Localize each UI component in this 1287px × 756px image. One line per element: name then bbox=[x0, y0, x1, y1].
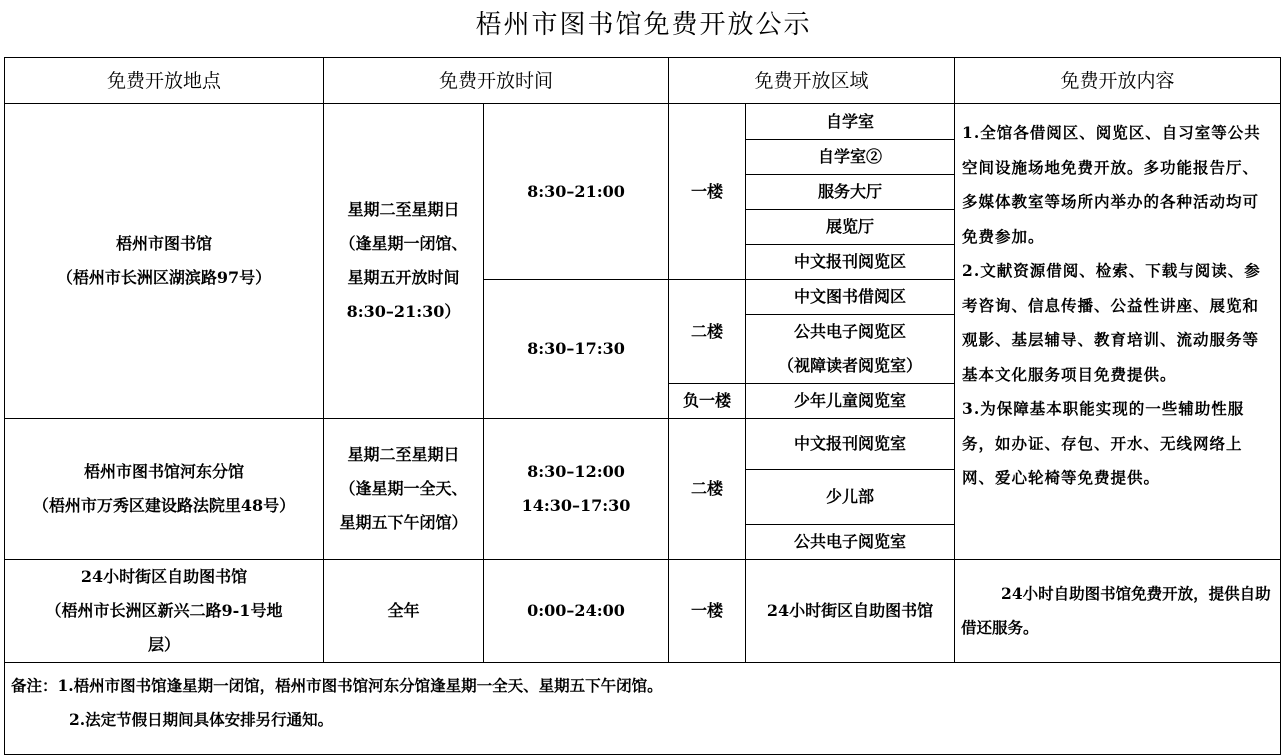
room: 24小时街区自助图书馆 bbox=[746, 560, 955, 663]
main-library-floor-2: 二楼 bbox=[669, 280, 746, 384]
hedong-floor: 二楼 bbox=[669, 419, 746, 560]
room: 自学室 bbox=[746, 104, 955, 140]
main-library-time-1: 8:30–21:00 bbox=[484, 104, 669, 280]
main-library-time-2: 8:30–17:30 bbox=[484, 280, 669, 419]
open-schedule-table bbox=[4, 57, 1281, 755]
page-title: 梧州市图书馆免费开放公示 bbox=[475, 10, 812, 40]
header-row bbox=[5, 58, 1281, 104]
days-line: （逢星期一全天、 bbox=[339, 479, 468, 498]
days-line: 8:30–21:30） bbox=[346, 302, 461, 321]
header-content: 免费开放内容 bbox=[955, 58, 1281, 104]
time-line: 8:30–12:00 bbox=[527, 462, 625, 481]
self-service-content-text: 24小时自助图书馆免费开放，提供自助借还服务。 bbox=[961, 584, 1271, 637]
free-content bbox=[955, 104, 1281, 560]
room bbox=[746, 315, 955, 384]
header-time: 免费开放时间 bbox=[324, 58, 669, 104]
header-area: 免费开放区域 bbox=[669, 58, 955, 104]
self-service-content bbox=[955, 560, 1281, 663]
main-library-floor-b1: 负一楼 bbox=[669, 384, 746, 419]
room-line: （视障读者阅览室） bbox=[778, 356, 923, 375]
room: 少年儿童阅览室 bbox=[746, 384, 955, 419]
room: 中文报刊阅览室 bbox=[746, 419, 955, 470]
days-line: 星期五开放时间 bbox=[347, 268, 460, 287]
self-service-address: （梧州市长洲区新兴二路9-1号地 bbox=[45, 601, 283, 620]
notes bbox=[5, 663, 1281, 755]
room: 服务大厅 bbox=[746, 175, 955, 210]
content-item: 1.全馆各借阅区、阅览区、自习室等公共空间设施场地免费开放。多功能报告厅、多媒体教室等场所内举办的各种活动均可免费参加。 bbox=[962, 123, 1261, 246]
self-service-name: 24小时街区自助图书馆 bbox=[80, 567, 248, 586]
days-line: 星期二至星期日 bbox=[347, 200, 460, 219]
self-service-location bbox=[5, 560, 324, 663]
main-library-name: 梧州市图书馆 bbox=[115, 234, 212, 253]
hedong-name: 梧州市图书馆河东分馆 bbox=[83, 462, 244, 481]
room: 公共电子阅览室 bbox=[746, 525, 955, 560]
self-service-address: 层） bbox=[147, 635, 180, 654]
hedong-location bbox=[5, 419, 324, 560]
note-line: 2.法定节假日期间具体安排另行通知。 bbox=[69, 710, 334, 729]
room: 自学室② bbox=[746, 140, 955, 175]
self-service-time: 0:00–24:00 bbox=[484, 560, 669, 663]
days-line: 星期二至星期日 bbox=[347, 445, 460, 464]
content-item: 3.为保障基本职能实现的一些辅助性服务，如办证、存包、开水、无线网络上网、爱心轮椅等免费提供。 bbox=[962, 399, 1245, 487]
main-library-floor-1: 一楼 bbox=[669, 104, 746, 280]
note-line: 备注：1.梧州市图书馆逢星期一闭馆，梧州市图书馆河东分馆逢星期一全天、星期五下午闭馆。 bbox=[11, 676, 663, 695]
content-item: 2.文献资源借阅、检索、下载与阅读、参考咨询、信息传播、公益性讲座、展览和观影、基层辅导、教育培训、流动服务等基本文化服务项目免费提供。 bbox=[962, 261, 1261, 384]
main-library-days bbox=[324, 104, 484, 419]
main-library-address: （梧州市长洲区湖滨路97号） bbox=[56, 268, 272, 287]
room: 展览厅 bbox=[746, 210, 955, 245]
hedong-times bbox=[484, 419, 669, 560]
room: 中文图书借阅区 bbox=[746, 280, 955, 315]
days-line: 星期五下午闭馆） bbox=[339, 513, 468, 532]
header-location: 免费开放地点 bbox=[5, 58, 324, 104]
days-line: （逢星期一闭馆、 bbox=[339, 234, 468, 253]
self-service-floor: 一楼 bbox=[669, 560, 746, 663]
hedong-address: （梧州市万秀区建设路法院里48号） bbox=[32, 496, 296, 515]
main-library-location bbox=[5, 104, 324, 419]
room: 少儿部 bbox=[746, 470, 955, 525]
hedong-days bbox=[324, 419, 484, 560]
self-service-days: 全年 bbox=[324, 560, 484, 663]
room-line: 公共电子阅览区 bbox=[794, 322, 907, 341]
room: 中文报刊阅览区 bbox=[746, 245, 955, 280]
time-line: 14:30–17:30 bbox=[521, 496, 631, 515]
